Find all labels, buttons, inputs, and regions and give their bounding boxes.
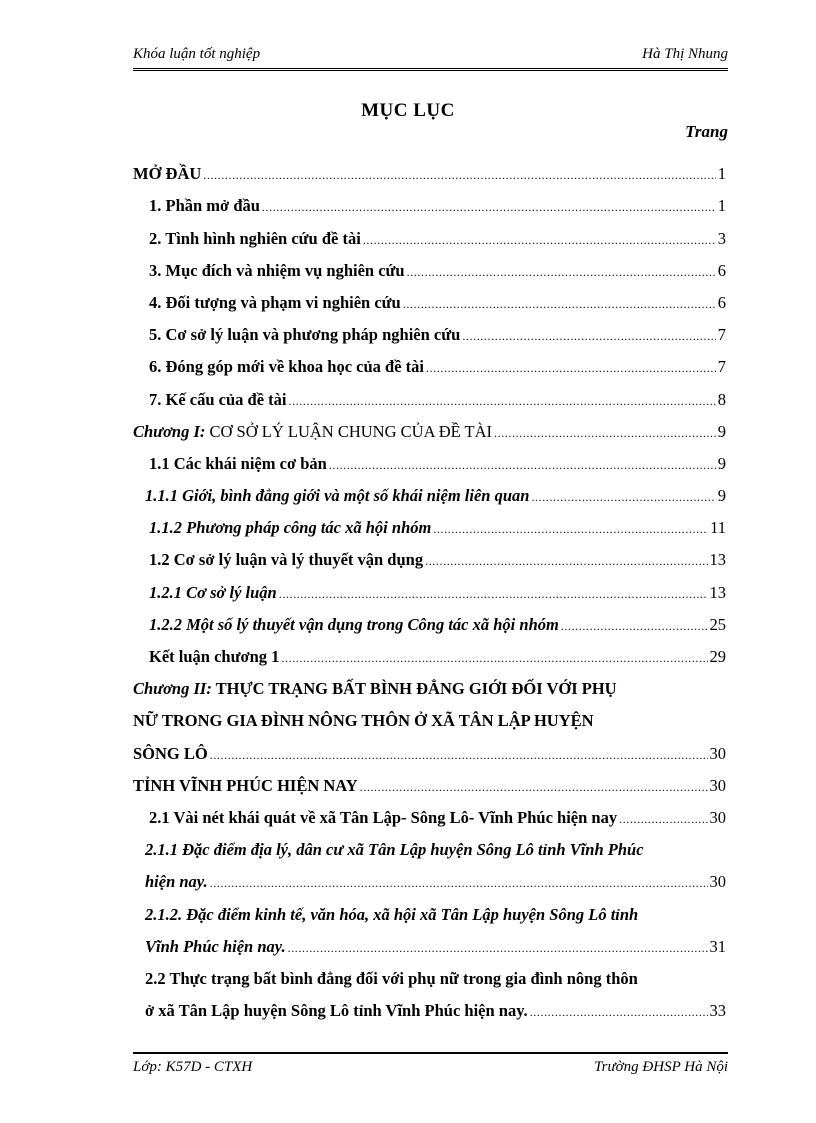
toc-entry-label: 2. Tình hình nghiên cứu đề tài	[149, 228, 361, 248]
toc-entry-page: 7	[717, 357, 726, 377]
page-column-label: Trang	[685, 122, 728, 141]
toc-leader-dots	[403, 298, 716, 310]
toc-entry-label: 2.1 Vài nét khái quát về xã Tân Lập- Sông Lô- Vĩnh Phúc hiện nay	[149, 807, 618, 827]
toc-entry-continuation	[133, 699, 726, 731]
toc-entry-label: 2.1.1 Đặc điểm địa lý, dân cư xã Tân Lập huyện Sông Lô tỉnh Vĩnh Phúc	[145, 840, 644, 860]
toc-entry[interactable]	[133, 603, 726, 635]
toc-leader-dots	[262, 201, 716, 213]
toc-leader-dots	[425, 555, 707, 567]
toc-entry-label: 2.1.2. Đặc điểm kinh tế, văn hóa, xã hội xã Tân Lập huyện Sông Lô tỉnh	[145, 904, 639, 924]
toc-entry-page: 6	[717, 292, 726, 312]
toc-entry-label: hiện nay.	[145, 872, 208, 892]
toc-entry-page: 13	[709, 582, 726, 602]
toc-leader-dots	[210, 877, 708, 889]
toc-entry-page: 1	[717, 196, 726, 216]
toc-leader-dots	[279, 588, 708, 600]
toc-entry[interactable]	[133, 184, 726, 216]
toc-leader-dots	[281, 652, 707, 664]
toc-entry-label	[133, 422, 492, 442]
toc-entry[interactable]	[133, 764, 726, 796]
toc-entry[interactable]	[133, 281, 726, 313]
chapter-prefix: Chương I:	[133, 421, 206, 441]
toc-leader-dots	[462, 330, 715, 342]
toc-entry-page: 9	[717, 486, 726, 506]
toc-leader-dots	[619, 813, 707, 825]
toc-entry-label: MỞ ĐẦU	[133, 164, 202, 184]
toc-leader-dots	[407, 266, 716, 278]
table-of-contents	[133, 152, 726, 1021]
toc-entry[interactable]	[133, 796, 726, 828]
toc-entry-continuation[interactable]	[133, 860, 726, 892]
toc-entry-page: 25	[709, 614, 726, 634]
toc-entry-label: 1.2 Cơ sở lý luận và lý thuyết vận dụng	[149, 550, 424, 570]
toc-leader-dots	[210, 749, 708, 761]
toc-leader-dots	[203, 169, 715, 181]
toc-entry-label	[133, 679, 617, 699]
chapter-title: THỰC TRẠNG BẤT BÌNH ĐẲNG GIỚI ĐỐI VỚI PHỤ	[211, 679, 617, 699]
toc-entry-label: 1.1.1 Giới, bình đẳng giới và một số khái niệm liên quan	[145, 486, 530, 506]
page-header	[133, 42, 728, 71]
toc-leader-dots	[433, 523, 708, 535]
toc-leader-dots	[561, 620, 708, 632]
toc-entry-page: 30	[709, 872, 726, 892]
toc-entry-label: 1.1 Các khái niệm cơ bản	[149, 453, 327, 473]
toc-entry-page: 6	[717, 260, 726, 280]
toc-entry-page: 31	[709, 936, 726, 956]
toc-entry[interactable]	[133, 731, 726, 763]
toc-entry[interactable]	[133, 345, 726, 377]
toc-leader-dots	[288, 942, 708, 954]
toc-entry[interactable]	[133, 377, 726, 409]
toc-entry-label: NỮ TRONG GIA ĐÌNH NÔNG THÔN Ở XÃ TÂN LẬP HUYỆN	[133, 711, 594, 731]
toc-entry-page: 3	[717, 228, 726, 248]
toc-entry-label: 7. Kế cấu của đề tài	[149, 389, 287, 409]
toc-leader-dots	[289, 395, 716, 407]
toc-entry[interactable]	[133, 892, 726, 924]
toc-entry-label: 6. Đóng góp mới về khoa học của đề tài	[149, 357, 424, 377]
toc-entry-label: 2.2 Thực trạng bất bình đẳng đối với phụ nữ trong gia đình nông thôn	[145, 968, 638, 988]
toc-entry-continuation[interactable]	[133, 989, 726, 1021]
toc-leader-dots	[531, 491, 715, 503]
toc-entry-page: 33	[709, 1001, 726, 1021]
toc-entry[interactable]	[133, 538, 726, 570]
toc-entry-label: TỈNH VĨNH PHÚC HIỆN NAY	[133, 775, 358, 795]
toc-entry[interactable]	[133, 474, 726, 506]
toc-leader-dots	[494, 427, 716, 439]
toc-entry-page: 1	[717, 164, 726, 184]
toc-entry-continuation[interactable]	[133, 925, 726, 957]
toc-entry-label: SÔNG LÔ	[133, 743, 208, 763]
toc-leader-dots	[360, 781, 708, 793]
toc-entry[interactable]	[133, 570, 726, 602]
toc-entry-page: 9	[717, 421, 726, 441]
toc-entry-page: 11	[710, 518, 726, 538]
toc-entry-page: 30	[709, 807, 726, 827]
toc-entry-label: 1.2.2 Một số lý thuyết vận dụng trong Công tác xã hội nhóm	[149, 614, 559, 634]
toc-entry-label: 4. Đối tượng và phạm vi nghiên cứu	[149, 292, 401, 312]
header-right-text: Hà Thị Nhung	[642, 46, 728, 62]
toc-leader-dots	[363, 234, 716, 246]
toc-entry[interactable]	[133, 957, 726, 989]
toc-entry[interactable]	[133, 152, 726, 184]
toc-entry-label: Vĩnh Phúc hiện nay.	[145, 936, 286, 956]
chapter-title: CƠ SỞ LÝ LUẬN CHUNG CỦA ĐỀ TÀI	[205, 421, 493, 441]
document-title: MỤC LỤC	[361, 100, 455, 121]
toc-chapter-entry[interactable]	[133, 410, 726, 442]
footer-right-text: Trường ĐHSP Hà Nội	[594, 1059, 728, 1075]
toc-entry[interactable]	[133, 442, 726, 474]
toc-entry-label: 5. Cơ sở lý luận và phương pháp nghiên cứu	[149, 325, 461, 345]
toc-entry[interactable]	[133, 635, 726, 667]
toc-entry[interactable]	[133, 828, 726, 860]
toc-entry-page: 9	[717, 453, 726, 473]
toc-leader-dots	[426, 362, 716, 374]
toc-entry-label: 1.1.2 Phương pháp công tác xã hội nhóm	[149, 518, 432, 538]
chapter-prefix: Chương II:	[133, 679, 212, 699]
toc-leader-dots	[329, 459, 716, 471]
toc-entry-page: 30	[709, 743, 726, 763]
toc-entry-label: ở xã Tân Lập huyện Sông Lô tỉnh Vĩnh Phúc hiện nay.	[145, 1001, 528, 1021]
header-left-text: Khóa luận tốt nghiệp	[133, 46, 261, 62]
toc-entry[interactable]	[133, 506, 726, 538]
toc-entry-label: 1.2.1 Cơ sở lý luận	[149, 582, 277, 602]
toc-entry-label: 3. Mục đích và nhiệm vụ nghiên cứu	[149, 260, 405, 280]
toc-entry-label: 1. Phần mở đầu	[149, 196, 260, 216]
toc-leader-dots	[530, 1006, 708, 1018]
footer-left-text: Lớp: K57D - CTXH	[133, 1059, 253, 1075]
toc-entry-page: 8	[717, 389, 726, 409]
toc-entry[interactable]	[133, 216, 726, 248]
toc-entry-page: 13	[709, 550, 726, 570]
toc-entry[interactable]	[133, 313, 726, 345]
toc-entry-page: 30	[709, 775, 726, 795]
toc-entry[interactable]	[133, 249, 726, 281]
page-footer	[133, 1052, 728, 1084]
toc-entry-page: 7	[717, 325, 726, 345]
toc-entry-page: 29	[709, 647, 726, 666]
toc-entry-label: Kết luận chương 1	[149, 647, 280, 666]
toc-chapter-entry[interactable]	[133, 667, 726, 699]
